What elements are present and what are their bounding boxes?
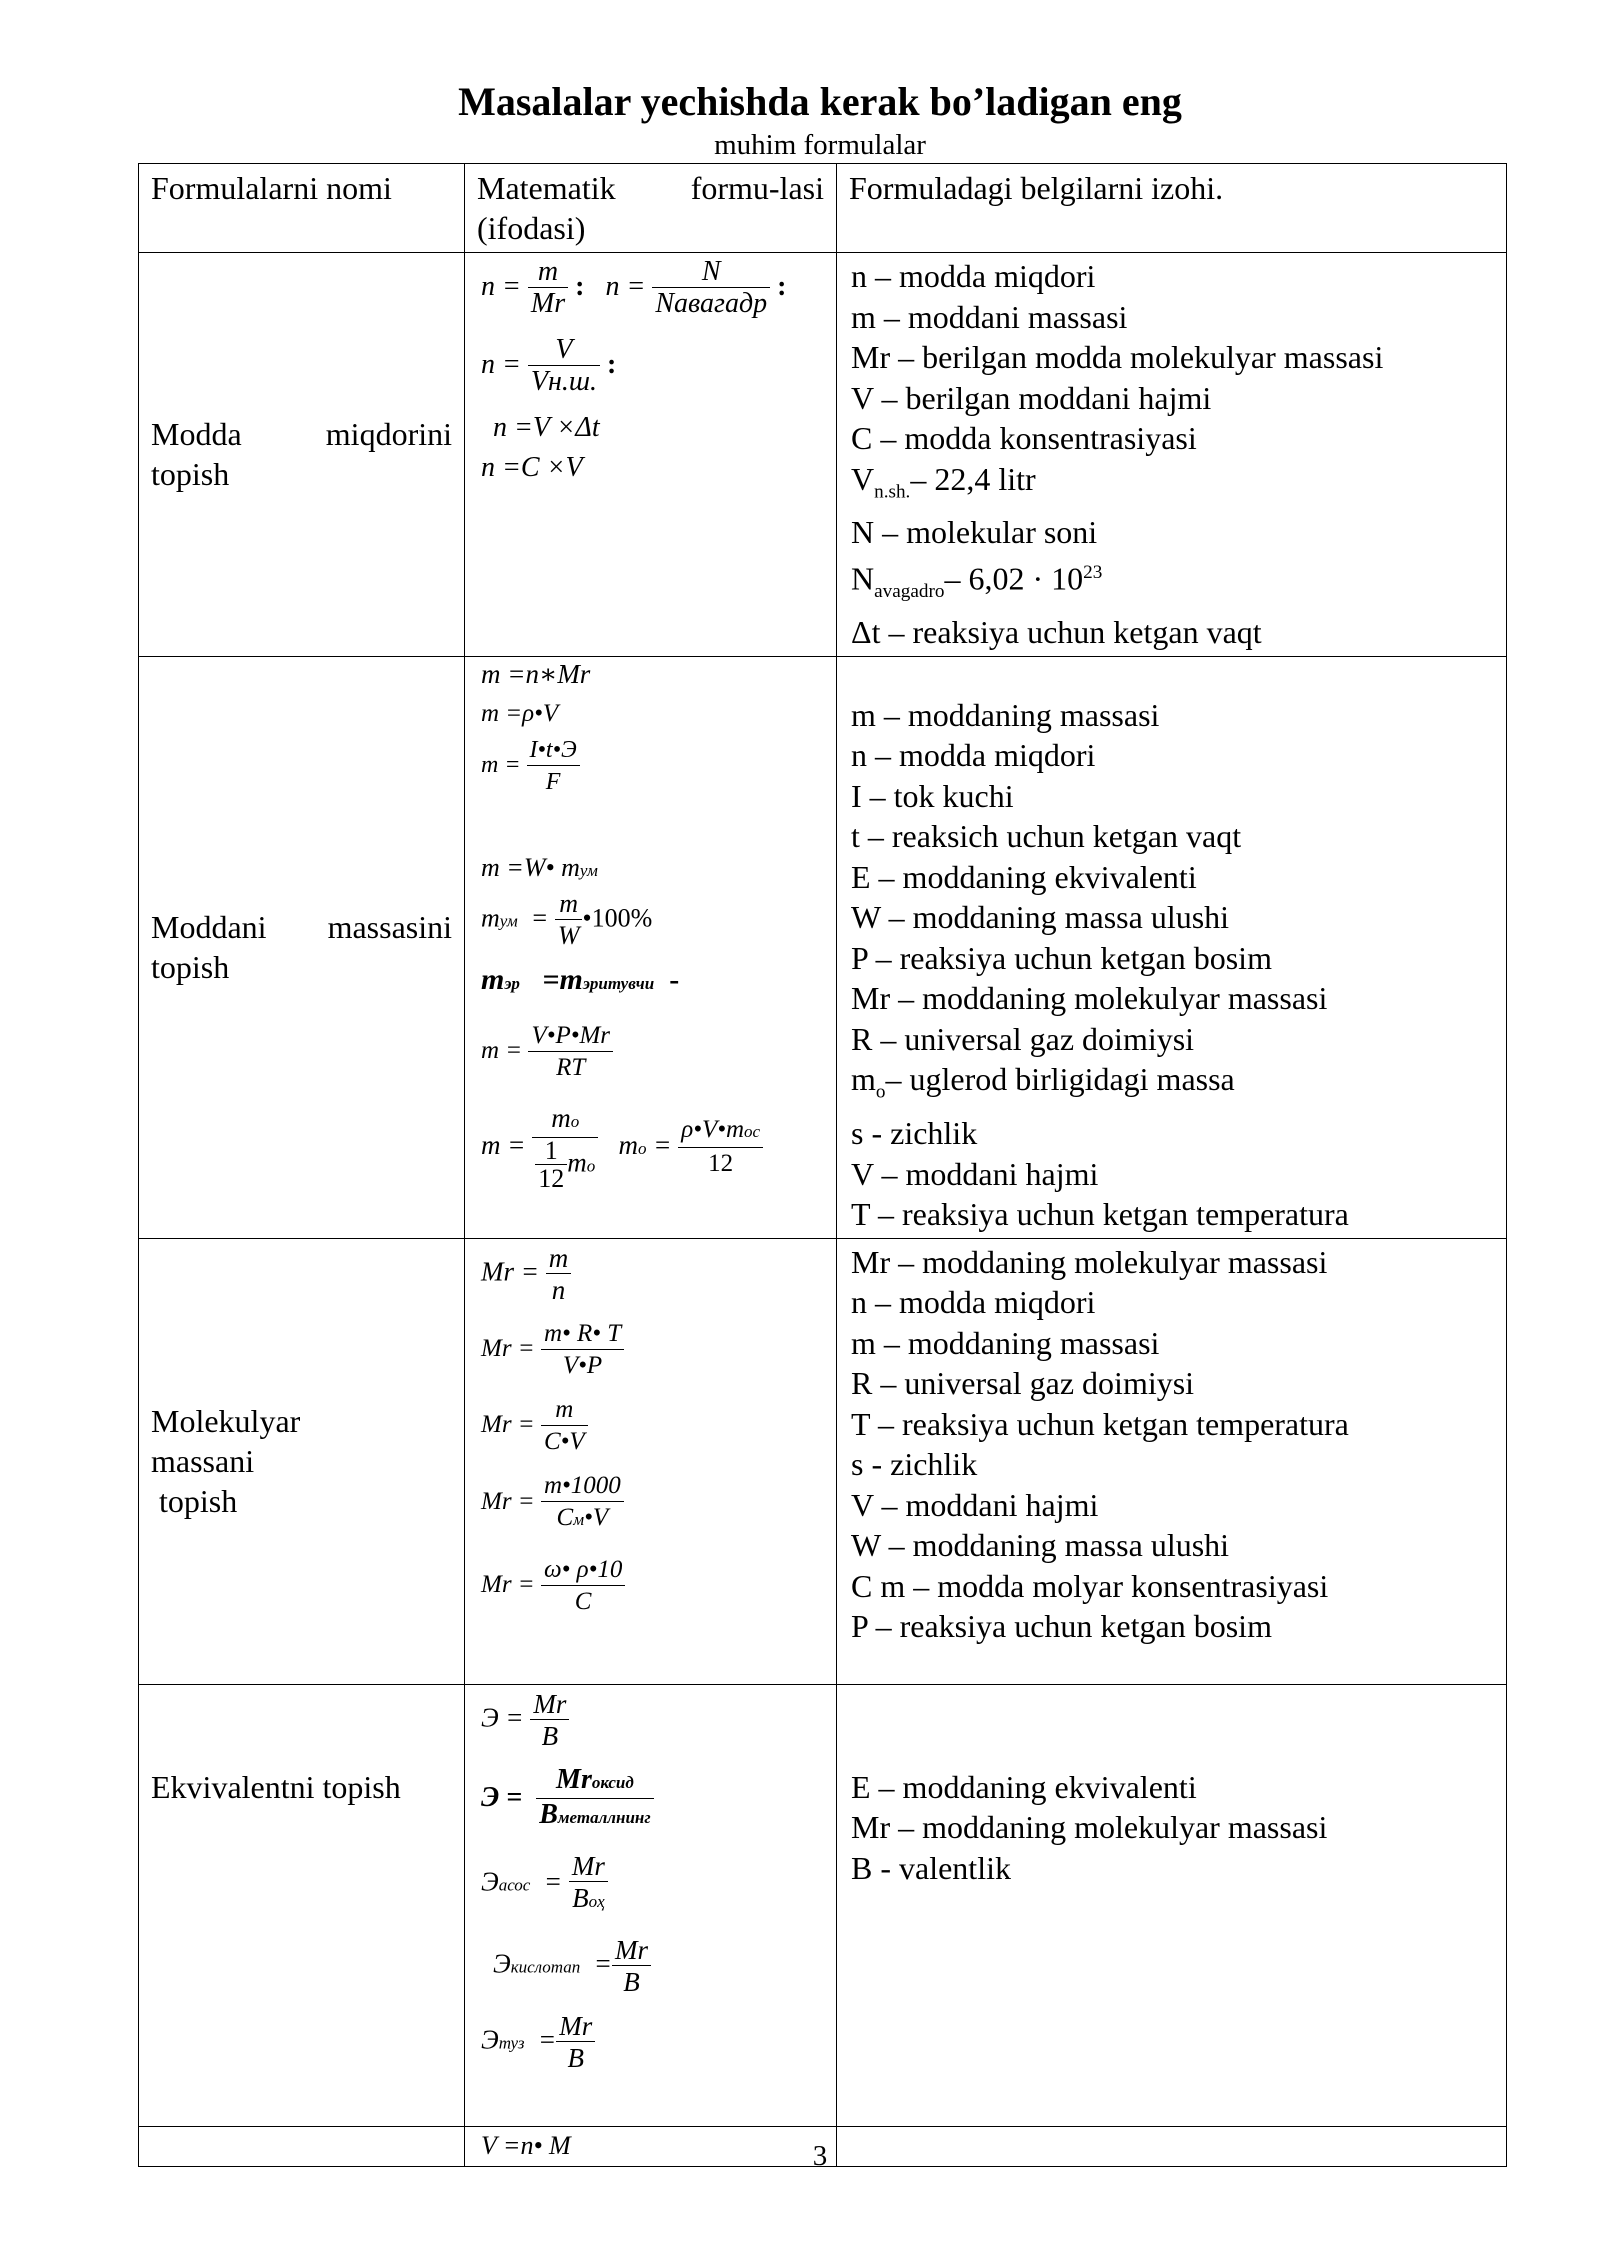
header-formula-label-b: formu-lasi (690, 170, 824, 206)
description-line: V – moddani hajmi (851, 1486, 1099, 1523)
row-name-line: Moddani massasini (151, 909, 452, 946)
description-line: B - valentlik (851, 1849, 1011, 1886)
page-subtitle: muhim formulalar (714, 129, 926, 161)
description-line: R – universal gaz doimiysi (851, 1365, 1195, 1402)
description-line: m – moddaning massasi (851, 696, 1160, 733)
description-line: V – berilgan moddani hajmi (851, 379, 1212, 416)
formula: n = $\frac{V}{Vн.ш.}$ : (481, 334, 617, 397)
formula: m =W• mум (481, 852, 598, 882)
description-line: $N_{avagadro}-$ $6,02 \cdot 10^{23}$ (851, 560, 1103, 602)
row-name-line: Modda miqdorini (151, 416, 452, 453)
description-line: E – moddaning ekvivalenti (851, 1768, 1197, 1805)
formula: Mr = $\frac{m•1000}{Cм•V}$ (481, 1471, 624, 1536)
row-formula-cell (465, 1684, 837, 2126)
formula: Эасос = $\frac{Mr}{\text{Bоҳ}}$ (481, 1851, 608, 1918)
formula: n =C ×V (481, 452, 583, 483)
formula-table (138, 163, 1507, 2167)
header-name-label: Formulalarni nomi (151, 170, 392, 206)
page-number: 3 (812, 2140, 828, 2172)
formula-group (465, 657, 836, 1223)
formula: m =n∗Mr (481, 658, 591, 689)
formula: Mr = $\frac{m}{C•V}$ (481, 1395, 588, 1458)
formula: Э = $\frac{Mr}{B}$ (481, 1689, 569, 1752)
description-line: n – modda miqdori (851, 1284, 1096, 1321)
description-line: E – moddaning ekvivalenti (851, 858, 1197, 895)
description-line: s - zichlik (851, 1446, 978, 1483)
row-description-cell (837, 656, 1507, 1238)
description-line: $V_{n.sh.}-$ 22,4 litr (851, 460, 1036, 502)
description-line: Mr – berilgan modda molekulyar massasi (851, 339, 1384, 375)
row-formula-cell (465, 253, 837, 657)
row-name-line: topish (151, 949, 230, 986)
formula-group (465, 1685, 836, 2125)
description-line: N – molekular soni (851, 514, 1098, 551)
row-name-cell (139, 656, 465, 1238)
row-name-line: Ekvivalentni topish (151, 1768, 401, 1805)
description-line: m – moddaning massasi (851, 1324, 1160, 1361)
description-list (837, 1239, 1506, 1650)
description-line: Mr – moddaning molekulyar massasi (851, 980, 1328, 1017)
description-line: n – modda miqdori (851, 737, 1096, 774)
header-cell-formula (465, 164, 837, 253)
row-description-cell (837, 253, 1507, 657)
row-name-cell (139, 253, 465, 657)
row-formula-cell (465, 656, 837, 1238)
row-name-cell (139, 1684, 465, 2126)
description-line: C – modda konsentrasiyasi (851, 420, 1197, 456)
row-description-cell (837, 1238, 1507, 1684)
header-cell-description (837, 164, 1507, 253)
description-line: m – moddani massasi (851, 298, 1128, 335)
description-list (837, 657, 1506, 1238)
description-line: V – moddani hajmi (851, 1155, 1099, 1192)
description-line: P – reaksiya uchun ketgan bosim (851, 1608, 1272, 1645)
formula-group (465, 1239, 836, 1683)
header-description-label: Formuladagi belgilarni izohi. (849, 170, 1224, 206)
description-list (837, 1685, 1506, 1892)
header-cell-name (139, 164, 465, 253)
description-line: R – universal gaz doimiysi (851, 1020, 1195, 1057)
formula-group (465, 253, 836, 617)
description-line: C m – modda molyar konsentrasiyasi (851, 1567, 1329, 1604)
row-description-cell (837, 1684, 1507, 2126)
formula: Этуз = $\frac{Mr}{B}$ (481, 2011, 595, 2074)
table-row (139, 1238, 1507, 1684)
table-row (139, 253, 1507, 657)
description-line: T – reaksiya uchun ketgan temperatura (851, 1405, 1349, 1442)
description-line: Mr – moddaning molekulyar massasi (851, 1243, 1328, 1280)
row-name-cell (139, 1238, 465, 1684)
description-line: Δt – reaksiya uchun ketgan vaqt (851, 614, 1262, 651)
formula: Э = $\frac{\text{Mrоксид}}{\text{Bметаллнинг}}$ (481, 1765, 654, 1834)
page-title: Masalalar yechishda kerak bo’ladigan eng (458, 79, 1182, 124)
formula: m = $\frac{I•t•Э}{F}$ (481, 735, 580, 798)
formula: n = $\frac{m}{Mr}$ : n = $\frac{N}{\text{Nавагадр}}$ : (481, 256, 787, 319)
formula: Экислотап = $\frac{Mr}{B}$ (493, 1935, 651, 1998)
description-line: W – moddaning massa ulushi (851, 899, 1230, 936)
formula: mэр =mэритувчи - (481, 962, 680, 996)
row-name-line: topish (151, 1483, 238, 1520)
row-name-line: Molekulyar (151, 1403, 301, 1440)
row-name-line: topish (151, 456, 230, 493)
row-formula-cell (465, 1238, 837, 1684)
description-line: Mr – moddaning molekulyar massasi (851, 1809, 1328, 1846)
formula: Mr = $\frac{m• R• T}{V•P}$ (481, 1319, 624, 1382)
description-line: $m_o-$ uglerod birligidagi massa (851, 1061, 1235, 1103)
table-row (139, 656, 1507, 1238)
description-line: I – tok kuchi (851, 777, 1014, 814)
description-line: n – modda miqdori (851, 258, 1096, 294)
formula: Mr = $\frac{m}{n}$ (481, 1243, 571, 1306)
formula: m = mo $\frac{1}{12}$ mo mo = $\frac{\text{ρ•V•moc}}{12}$ (481, 1103, 763, 1193)
description-line: t – reaksich uchun ketgan vaqt (851, 818, 1242, 855)
header-formula-label-c: (ifodasi) (477, 210, 586, 246)
description-list (837, 253, 1506, 656)
table-header-row (139, 164, 1507, 253)
header-formula-label-a: Matematik (477, 170, 616, 206)
table-row (139, 1684, 1507, 2126)
description-line: P – reaksiya uchun ketgan bosim (851, 939, 1272, 976)
formula: Mr = $\frac{\omega• \rho•10}{C}$ (481, 1555, 625, 1618)
formula: m = $\frac{V•P•Mr}{RT}$ (481, 1021, 613, 1084)
formula: mум = $\frac{m}{W}$ •100% (481, 888, 653, 950)
row-name-line: massani (151, 1443, 255, 1480)
formula: m =ρ•V (481, 699, 559, 727)
formula: V =n• M (481, 2130, 571, 2160)
description-line: T – reaksiya uchun ketgan temperatura (851, 1196, 1349, 1233)
description-line: s - zichlik (851, 1115, 978, 1152)
description-line: W – moddaning massa ulushi (851, 1527, 1230, 1564)
formula: n =V ×Δt (493, 412, 600, 443)
